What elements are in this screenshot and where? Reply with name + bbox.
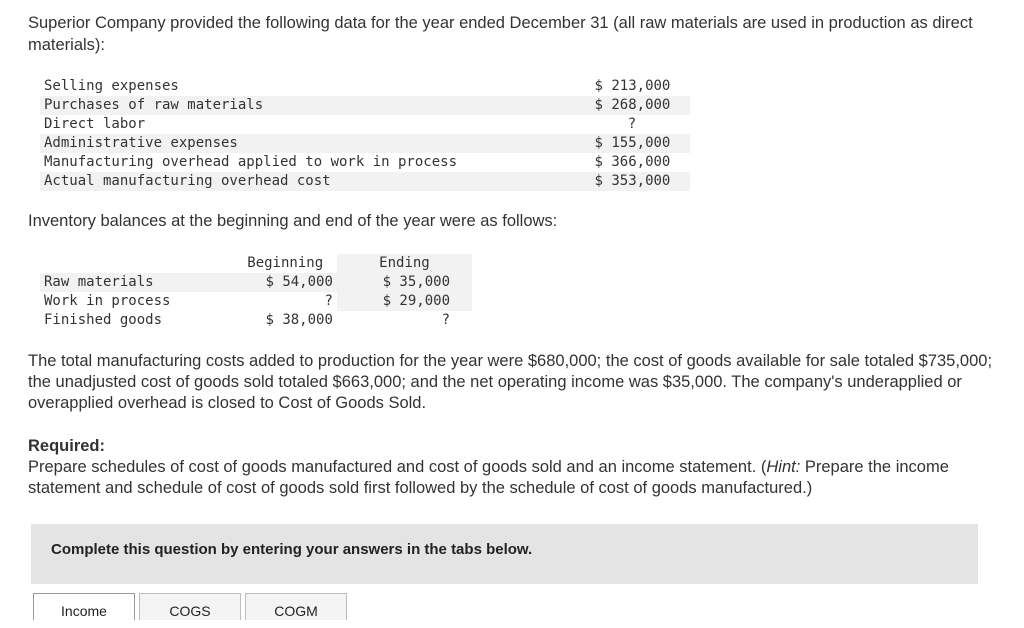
row-value: $ 268,000: [591, 96, 691, 115]
header-ending: Ending: [337, 254, 472, 273]
row-label: Administrative expenses: [40, 134, 591, 153]
row-label: Actual manufacturing overhead cost: [40, 172, 591, 191]
row-label: Work in process: [44, 293, 171, 309]
table-row: [40, 311, 472, 330]
row-ending: $ 35,000: [337, 273, 472, 292]
row-label: Purchases of raw materials: [40, 96, 591, 115]
row-beginning: $ 38,000: [265, 312, 333, 328]
row-label: Manufacturing overhead applied to work in process: [44, 154, 458, 170]
row-value: $ 155,000: [591, 134, 691, 153]
row-label: Direct labor: [44, 116, 146, 132]
row-value: ?: [627, 116, 637, 132]
row-value-cell: [591, 115, 691, 134]
required-text-after: Prepare the income statement and schedule of cost of goods sold first followed by the schedule of cost of goods manufactured.): [28, 458, 949, 497]
instruction-banner: [31, 524, 978, 584]
required-section: [28, 436, 988, 499]
row-ending: $ 29,000: [337, 292, 472, 311]
table-row: [40, 77, 690, 96]
table-row: [40, 153, 690, 172]
table-row: [40, 134, 690, 153]
row-ending: ?: [441, 312, 450, 328]
intro-text: Superior Company provided the following data for the year ended December 31 (all raw materials are used in production as direct materials):: [28, 14, 973, 54]
header-beginning: Beginning: [247, 255, 324, 271]
tab-cogm[interactable]: COGM: [245, 593, 347, 620]
table-row: [40, 292, 472, 311]
required-text-before: Prepare schedules of cost of goods manufactured and cost of goods sold and an income statement. (: [28, 458, 767, 476]
row-label: Selling expenses: [44, 78, 179, 94]
table-row: [40, 96, 690, 115]
banner-text: Complete this question by entering your answers in the tabs below.: [51, 541, 533, 558]
row-beginning: ?: [324, 293, 333, 309]
row-beginning: $ 54,000: [234, 273, 337, 292]
inventory-table: [40, 254, 472, 330]
row-label: Raw materials: [40, 273, 234, 292]
table-row: [40, 273, 472, 292]
inventory-intro: Inventory balances at the beginning and end of the year were as follows:: [28, 212, 558, 230]
row-value: $ 353,000: [591, 172, 691, 191]
summary-text: The total manufacturing costs added to production for the year were $680,000; the cost of goods available for sale totaled $735,000; the unadjusted cost of goods sold totaled $663,000; and the net operating income was $35,000. The company's underapplied or overapplied overhead is closed to Cost of Goods Sold.: [28, 352, 993, 412]
row-label: Finished goods: [44, 312, 163, 328]
required-heading: Required:: [28, 437, 106, 455]
tab-income[interactable]: Income: [33, 593, 135, 620]
tab-cogs[interactable]: COGS: [139, 593, 241, 620]
table-row: [40, 172, 690, 191]
hint-label: Hint:: [766, 458, 801, 476]
table-row: [40, 115, 690, 134]
row-value: $ 213,000: [594, 78, 671, 94]
row-value: $ 366,000: [594, 154, 671, 170]
cost-data-table: [40, 77, 690, 191]
table-header-row: [40, 254, 472, 273]
